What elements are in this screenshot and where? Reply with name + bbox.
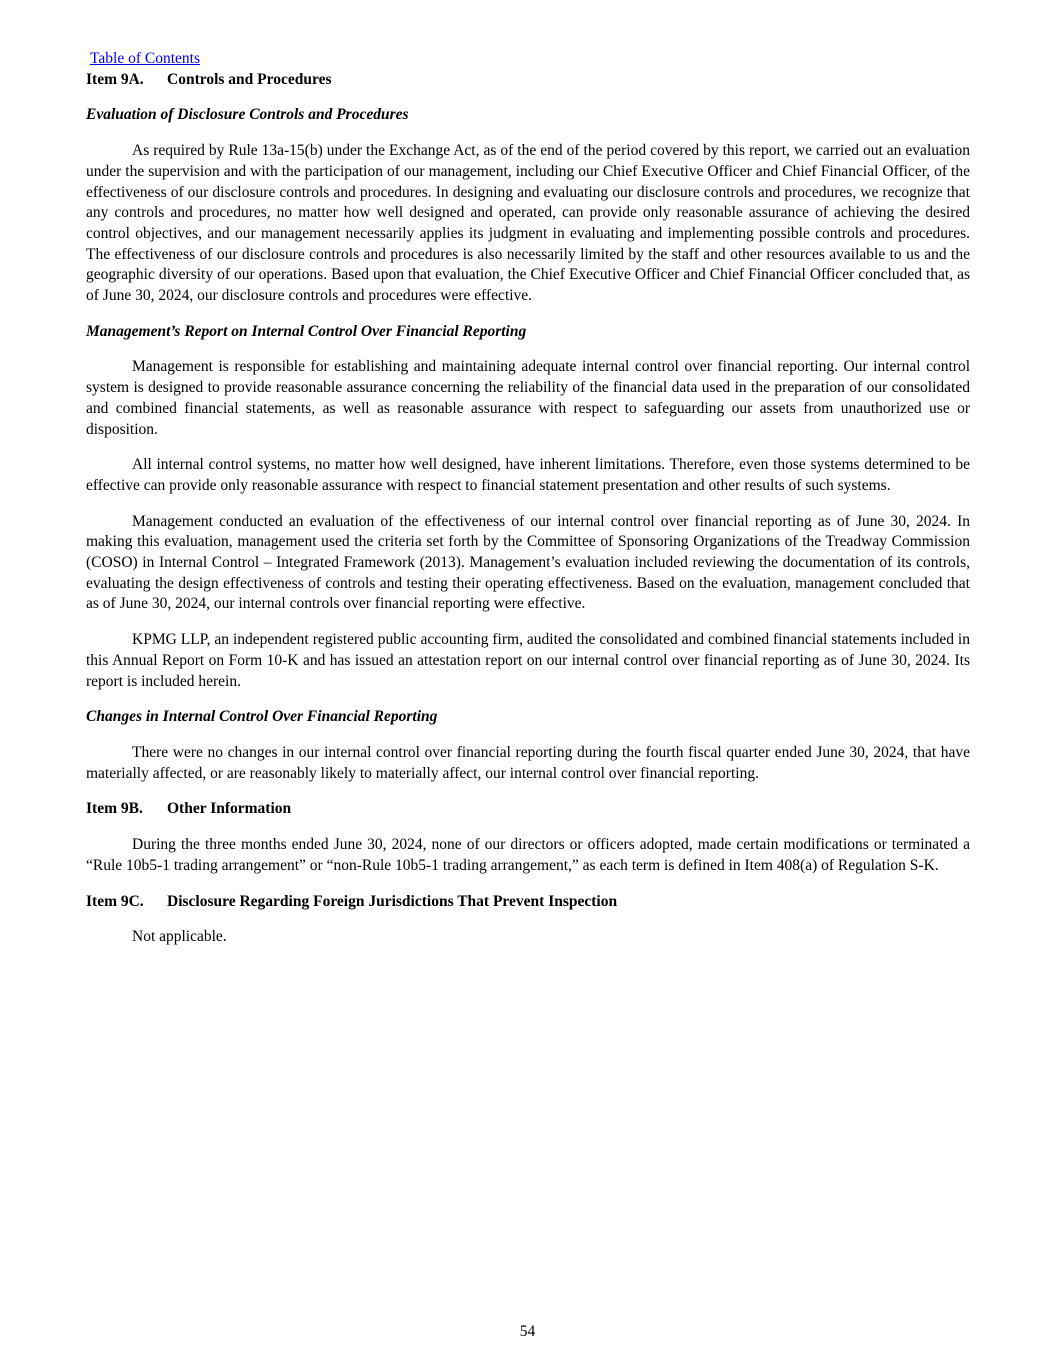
item-9c-heading [86, 892, 970, 913]
item-9c-number: Item 9C. [86, 892, 144, 910]
item-9b-paragraph: During the three months ended June 30, 2024, none of our directors or officers adopted, made certain modifications or terminated a “Rule 10b5-1 trading arrangement” or “non-Rule 10b5-1 trading arrangement,” as each term is defined in Item 408(a) of Regulation S-K. [86, 836, 970, 874]
item-9a-title: Controls and Procedures [167, 70, 332, 88]
item-9a-heading [86, 70, 970, 91]
item-9a-number: Item 9A. [86, 70, 144, 88]
management-report-paragraph-1: Management is responsible for establishing and maintaining adequate internal control over financial reporting. Our internal control system is designed to provide reasonable assurance concerning the reliability of the financial data used in the preparation of our consolidated and combined financial statements, as well as reasonable assurance with respect to safeguarding our assets from unauthorized use or disposition. [86, 358, 970, 438]
item-9b-number: Item 9B. [86, 800, 143, 818]
management-report-paragraph-4: KPMG LLP, an independent registered public accounting firm, audited the consolidated and combined financial statements included in this Annual Report on Form 10-K and has issued an attestation report on our internal control over financial reporting as of June 30, 2024. Its report is included herein. [86, 631, 970, 690]
evaluation-heading: Evaluation of Disclosure Controls and Procedures [86, 106, 409, 124]
management-report-heading: Management’s Report on Internal Control Over Financial Reporting [86, 322, 527, 340]
table-of-contents-link[interactable]: Table of Contents [90, 50, 200, 67]
management-report-paragraph-2: All internal control systems, no matter how well designed, have inherent limitations. Therefore, even those systems determined to be effective can provide only reasonable assurance with respect to financial statement presentation and other results of such systems. [86, 456, 970, 494]
page-number: 54 [519, 1323, 536, 1340]
management-report-paragraph-3: Management conducted an evaluation of the effectiveness of our internal control over financial reporting as of June 30, 2024. In making this evaluation, management used the criteria set forth by the Committee of Sponsoring Organizations of the Treadway Commission (COSO) in Internal Control – Integrated Framework (2013). Management’s evaluation included reviewing the documentation of its controls, evaluating the design effectiveness of controls and testing their operating effectiveness. Based on the evaluation, management concluded that as of June 30, 2024, our internal controls over financial reporting were effective. [86, 512, 970, 613]
document-page [86, 49, 970, 948]
item-9c-title: Disclosure Regarding Foreign Jurisdictions That Prevent Inspection [167, 892, 618, 910]
changes-paragraph: There were no changes in our internal control over financial reporting during the fourth fiscal quarter ended June 30, 2024, that have materially affected, or are reasonably likely to materially affect, our internal control over financial reporting. [86, 743, 970, 782]
item-9c-paragraph: Not applicable. [132, 928, 227, 946]
item-9b-title: Other Information [167, 800, 292, 818]
changes-heading: Changes in Internal Control Over Financial Reporting [86, 708, 438, 726]
item-9b-heading [86, 799, 970, 820]
evaluation-paragraph: As required by Rule 13a-15(b) under the Exchange Act, as of the end of the period covered by this report, we carried out an evaluation under the supervision and with the participation of our management, including our Chief Executive Officer and Chief Financial Officer, of the effectiveness of our disclosure controls and procedures. In designing and evaluating our disclosure controls and procedures, we recognize that any controls and procedures, no matter how well designed and operated, can provide only reasonable assurance of achieving the desired control objectives, and our management necessarily applies its judgment in evaluating and implementing possible controls and procedures. The effectiveness of our disclosure controls and procedures is also necessarily limited by the staff and other resources available to us and the geographic diversity of our operations. Based upon that evaluation, the Chief Executive Officer and Chief Financial Officer concluded that, as of June 30, 2024, our disclosure controls and procedures were effective. [86, 142, 970, 305]
